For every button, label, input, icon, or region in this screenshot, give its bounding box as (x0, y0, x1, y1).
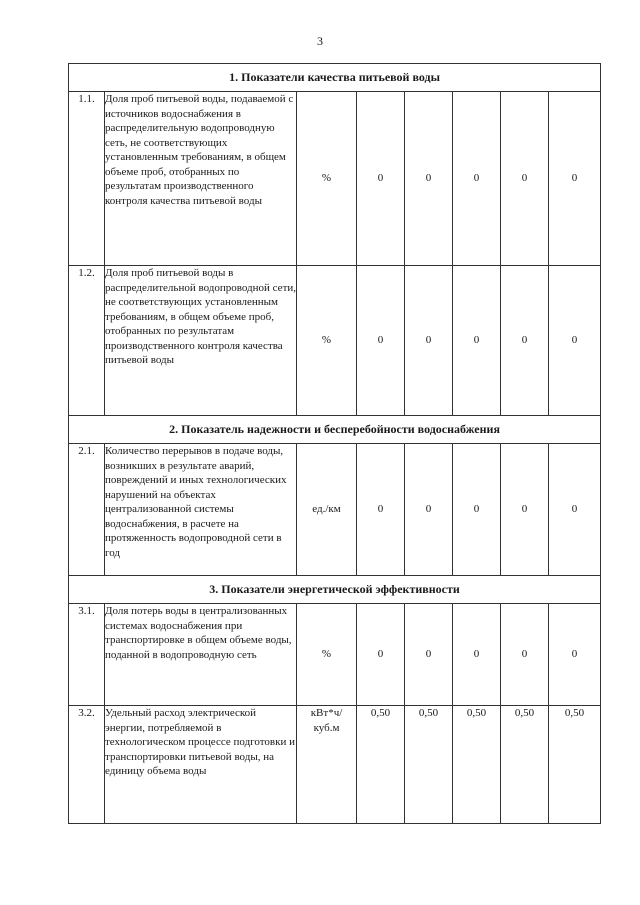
table-row (69, 266, 601, 416)
row-value: 0 (357, 266, 405, 416)
row-value: 0,50 (549, 706, 601, 824)
row-value: 0 (453, 444, 501, 576)
row-value: 0 (549, 266, 601, 416)
section-title: 3. Показатели энергетической эффективности (69, 576, 601, 604)
section-title: 2. Показатель надежности и бесперебойности водоснабжения (69, 416, 601, 444)
row-value: 0,50 (405, 706, 453, 824)
section-header-row (69, 576, 601, 604)
row-number: 1.1. (69, 92, 105, 266)
row-value: 0 (501, 266, 549, 416)
table-row (69, 444, 601, 576)
indicators-table (68, 63, 601, 824)
row-value: 0 (405, 266, 453, 416)
section-title: 1. Показатели качества питьевой воды (69, 64, 601, 92)
row-unit: % (297, 266, 357, 416)
table-row (69, 706, 601, 824)
row-unit: % (297, 604, 357, 706)
row-description: Доля потерь воды в централизованных системах водоснабжения при транспортировке в общем объеме воды, поданной в водопроводную сеть (105, 604, 297, 706)
row-value: 0 (549, 604, 601, 706)
row-value: 0 (453, 604, 501, 706)
row-value: 0 (549, 444, 601, 576)
row-value: 0 (357, 444, 405, 576)
row-value: 0 (549, 92, 601, 266)
row-description: Доля проб питьевой воды, подаваемой с источников водоснабжения в распределительную водопроводную сеть, не соответствующих установленным требованиям, в общем объеме проб, отобранных по результатам производственного контроля качества питьевой воды (105, 92, 297, 266)
row-value: 0 (453, 92, 501, 266)
section-header-row (69, 64, 601, 92)
row-value: 0,50 (501, 706, 549, 824)
row-value: 0 (453, 266, 501, 416)
row-value: 0 (501, 92, 549, 266)
row-value: 0 (357, 92, 405, 266)
row-number: 1.2. (69, 266, 105, 416)
row-description: Количество перерывов в подаче воды, возникших в результате аварий, повреждений и иных технологических нарушений на объектах централизованной системы водоснабжения, в расчете на протяженность водопроводной сети в год (105, 444, 297, 576)
table-row (69, 92, 601, 266)
row-value: 0 (501, 444, 549, 576)
row-description: Доля проб питьевой воды в распределительной водопроводной сети, не соответствующих установленным требованиям, в общем объеме проб, отобранных по результатам производственного контроля качества питьевой воды (105, 266, 297, 416)
row-value: 0 (501, 604, 549, 706)
row-value: 0 (357, 604, 405, 706)
row-number: 3.1. (69, 604, 105, 706)
table-row (69, 604, 601, 706)
row-description: Удельный расход электрической энергии, потребляемой в технологическом процессе подготовки и транспортировки питьевой воды, на единицу объема воды (105, 706, 297, 824)
row-unit: кВт*ч/ куб.м (297, 706, 357, 824)
row-unit: ед./км (297, 444, 357, 576)
row-value: 0,50 (357, 706, 405, 824)
row-value: 0,50 (453, 706, 501, 824)
row-value: 0 (405, 92, 453, 266)
row-unit: % (297, 92, 357, 266)
row-value: 0 (405, 444, 453, 576)
row-number: 2.1. (69, 444, 105, 576)
row-value: 0 (405, 604, 453, 706)
section-header-row (69, 416, 601, 444)
row-number: 3.2. (69, 706, 105, 824)
page-number: 3 (317, 34, 323, 48)
